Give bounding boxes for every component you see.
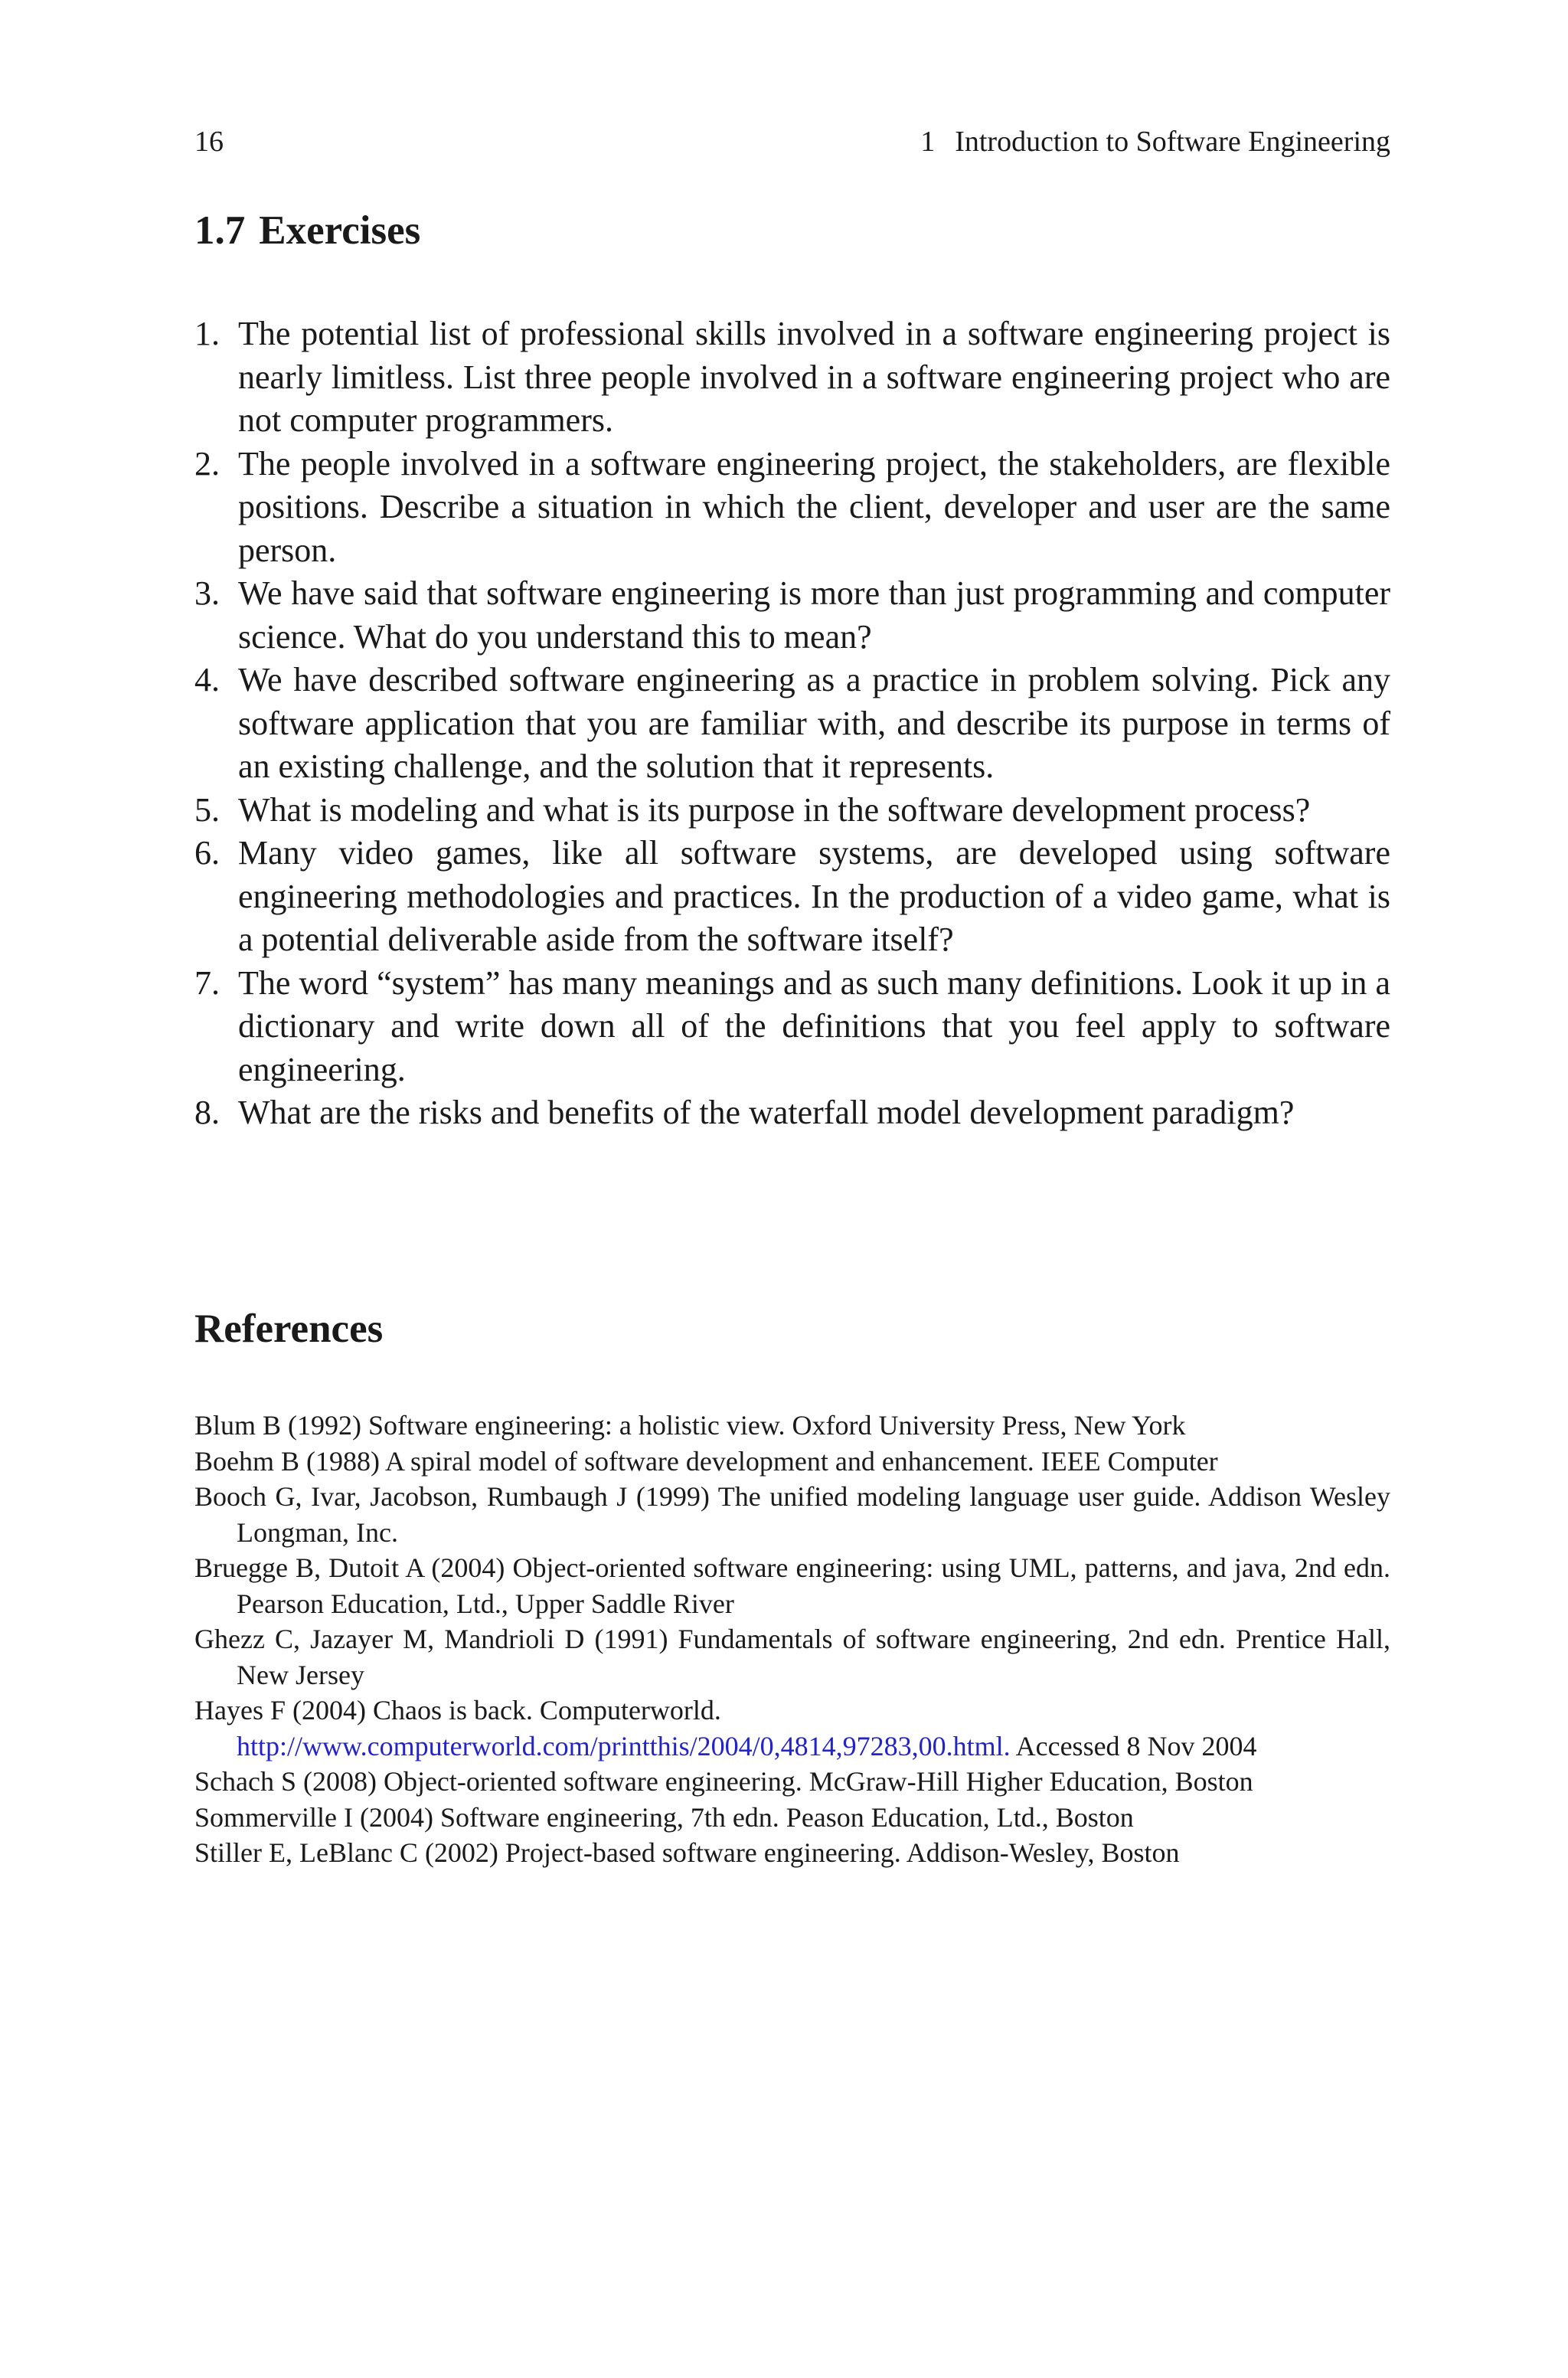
reference-item: Schach S (2008) Object-oriented software engineering. McGraw-Hill Higher Education, Boston (194, 1766, 1253, 1797)
running-header (194, 123, 1390, 161)
exercise-text: We have described software engineering as a practice in problem solving. Pick any software application that you are familiar with, and describe its purpose in terms of an existing challenge, and the solution that it represents. (238, 661, 1390, 785)
exercise-item (194, 1091, 1390, 1135)
exercise-text: We have said that software engineering is more than just programming and computer science. What do you understand this to mean? (238, 574, 1390, 656)
chapter-title: Introduction to Software Engineering (955, 126, 1390, 158)
exercise-text: The word “system” has many meanings and as such many definitions. Look it up in a dictionary and write down all of the definitions that you feel apply to software engineering. (238, 963, 1390, 1088)
reference-text: Hayes F (2004) Chaos is back. Computerworld. (194, 1695, 721, 1725)
reference-item (194, 1693, 1390, 1764)
reference-item: Booch G, Ivar, Jacobson, Rumbaugh J (1999) The unified modeling language user guide. Addison Wesley Longman, Inc. (194, 1481, 1390, 1548)
reference-item: Bruegge B, Dutoit A (2004) Object-oriented software engineering: using UML, patterns, and java, 2nd edn. Pearson Education, Ltd., Upper Saddle River (194, 1552, 1390, 1619)
exercise-number: 3. (194, 574, 220, 612)
exercise-list (194, 312, 1390, 1135)
reference-item: Sommerville I (2004) Software engineering, 7th edn. Peason Education, Ltd., Boston (194, 1801, 1134, 1833)
exercise-item (194, 832, 1390, 962)
reference-link[interactable]: http://www.computerworld.com/printthis/2004/0,4814,97283,00.html. (237, 1730, 1011, 1761)
exercise-number: 8. (194, 1094, 220, 1131)
page-number: 16 (194, 126, 224, 158)
exercise-item (194, 312, 1390, 443)
exercise-text: What are the risks and benefits of the waterfall model development paradigm? (238, 1094, 1295, 1131)
section-title-text: Exercises (259, 208, 421, 253)
reference-item: Stiller E, LeBlanc C (2002) Project-based software engineering. Addison-Wesley, Boston (194, 1837, 1180, 1868)
reference-text: Accessed 8 Nov 2004 (1010, 1730, 1257, 1761)
exercise-number: 4. (194, 661, 220, 698)
exercise-item (194, 443, 1390, 573)
exercise-text: What is modeling and what is its purpose in the software development process? (238, 790, 1311, 829)
exercise-number: 1. (194, 315, 220, 352)
chapter-number: 1 (920, 126, 936, 158)
exercise-number: 6. (194, 834, 220, 872)
reference-item: Ghezz C, Jazayer M, Mandrioli D (1991) Fundamentals of software engineering, 2nd edn. Prentice Hall, New Jersey (194, 1624, 1390, 1690)
section-number: 1.7 (194, 208, 246, 253)
exercise-number: 5. (194, 790, 220, 829)
exercise-item (194, 789, 1390, 832)
exercise-text: Many video games, like all software systems, are developed using software engineering methodologies and practices. In the production of a video game, what is a potential deliverable aside from the software itself? (238, 834, 1390, 958)
reference-list (194, 1408, 1390, 1871)
exercise-number: 2. (194, 444, 220, 482)
exercise-number: 7. (194, 963, 220, 1002)
exercise-text: The people involved in a software engineering project, the stakeholders, are flexible positions. Describe a situation in which the client, developer and user are the same person. (238, 444, 1390, 569)
reference-item: Blum B (1992) Software engineering: a holistic view. Oxford University Press, New York (194, 1410, 1186, 1441)
references-title: References (194, 1307, 384, 1351)
reference-item: Boehm B (1988) A spiral model of software development and enhancement. IEEE Computer (194, 1445, 1218, 1477)
chapter-heading (920, 123, 1390, 161)
exercise-item (194, 962, 1390, 1092)
exercise-item (194, 659, 1390, 789)
exercise-item (194, 572, 1390, 659)
section-title (194, 204, 420, 257)
exercise-text: The potential list of professional skills involved in a software engineering project is nearly limitless. List three people involved in a software engineering project who are not computer programmers. (238, 315, 1390, 439)
